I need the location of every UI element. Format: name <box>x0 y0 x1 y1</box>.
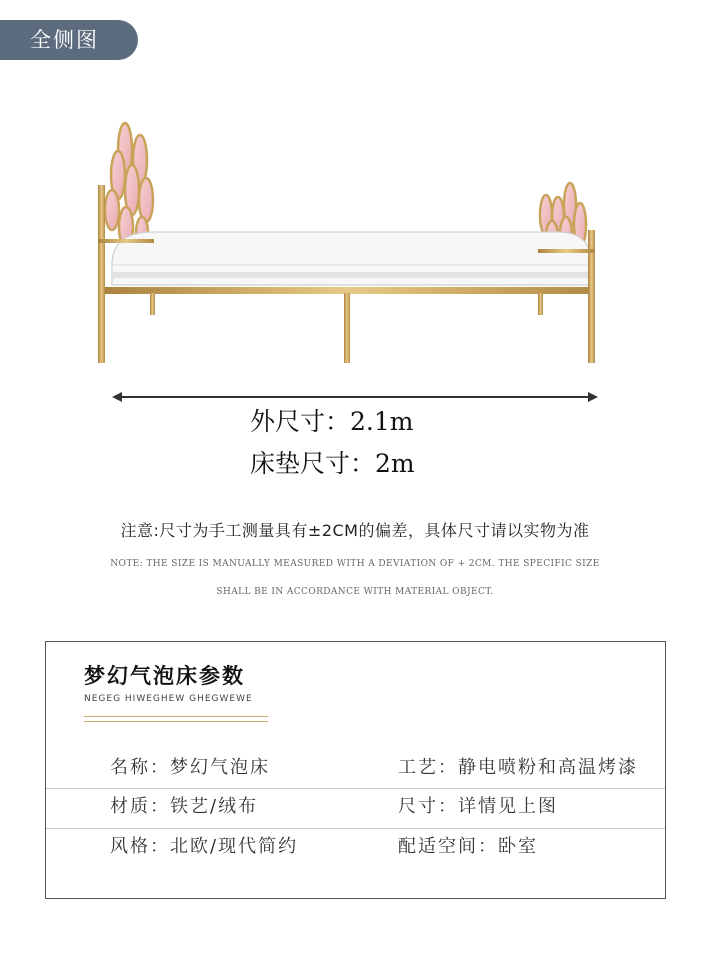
spec-row <box>46 787 665 827</box>
size-note-en-line1: NOTE: THE SIZE IS MANUALLY MEASURED WITH A DEVIATION OF + 2CM. THE SPECIFIC SIZE <box>110 559 600 569</box>
spec-row <box>46 827 665 867</box>
params-subtitle: NEGEG HIWEGHEW GHEGWEWE <box>84 694 253 704</box>
spec-material: 材质：铁艺/绒布 <box>110 796 259 817</box>
bed-side-view-image <box>90 115 605 370</box>
size-note-en-line2: SHALL BE IN ACCORDANCE WITH MATERIAL OBJECT. <box>216 587 494 597</box>
spec-process: 工艺：静电喷粉和高温烤漆 <box>398 757 638 778</box>
mattress-size-label: 床垫尺寸：2m <box>250 449 415 478</box>
spec-name: 名称：梦幻气泡床 <box>110 757 270 778</box>
spec-size: 尺寸：详情见上图 <box>398 796 558 817</box>
spec-row <box>46 748 665 788</box>
size-note-cn: 注意:尺寸为手工测量具有±2CM的偏差，具体尺寸请以实物为准 <box>120 521 590 540</box>
title-underline <box>84 716 268 717</box>
spec-style: 风格：北欧/现代简约 <box>110 836 299 857</box>
title-underline <box>84 721 268 722</box>
params-card <box>45 641 666 899</box>
params-title: 梦幻气泡床参数 <box>84 664 245 688</box>
outer-size-label: 外尺寸：2.1m <box>250 407 414 436</box>
spec-room: 配适空间：卧室 <box>398 836 538 857</box>
view-tag: 全侧图 <box>0 20 138 60</box>
